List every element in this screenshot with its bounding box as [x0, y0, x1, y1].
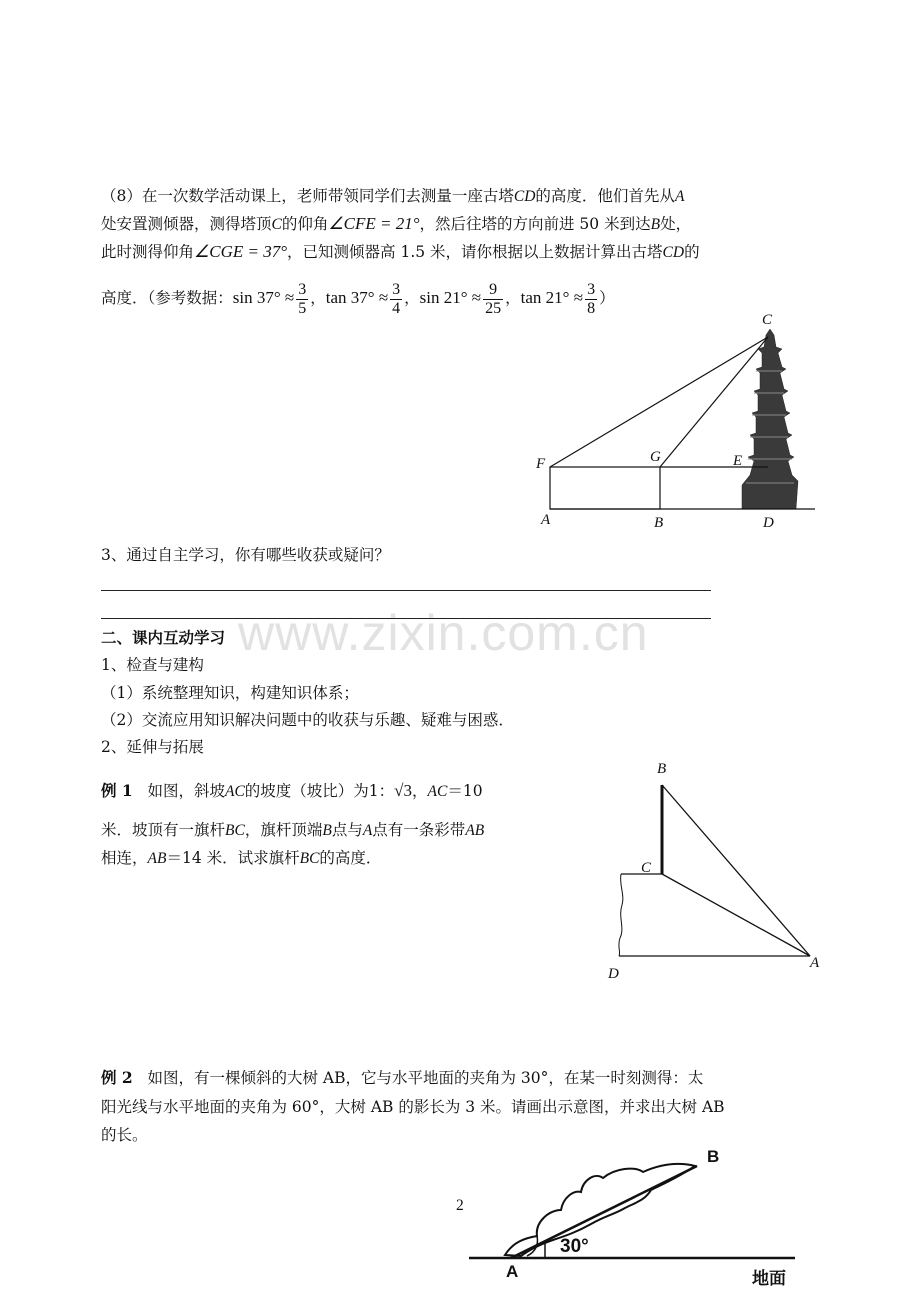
fraction: $\frac{3}{4}$	[392, 280, 401, 317]
answer-line-2[interactable]	[101, 618, 711, 619]
q8-text: 此时测得仰角	[101, 243, 195, 261]
ex2-line-1: 例 2 如图，有一棵倾斜的大树 AB，它与水平地面的夹角为 30°，在某一时刻测得：太	[101, 1068, 704, 1087]
ex1-line-2: 米．坡顶有一旗杆BC，旗杆顶端B点与A点有一条彩带AB	[101, 821, 485, 839]
ground-label: 地面	[752, 1269, 786, 1289]
q8-var: CD	[513, 188, 536, 205]
ref-tan37: tan 37° ≈	[325, 288, 389, 307]
q8-var: CD	[662, 244, 685, 261]
label-d: D	[763, 515, 774, 531]
label-e: E	[733, 453, 743, 469]
label-d2: D	[608, 966, 619, 982]
q8-text: 的	[684, 243, 700, 261]
q8-text: 处，	[660, 215, 692, 233]
q8-angle-cfe: ∠CFE = 21°	[328, 214, 420, 233]
fraction: $\frac{9}{25}$	[485, 280, 502, 317]
ex1-label: 例 1	[101, 781, 133, 800]
pagoda-figure	[530, 315, 830, 535]
q3-text: 3、通过自主学习，你有哪些收获或疑问？	[101, 546, 390, 564]
label-a: A	[541, 512, 551, 528]
q8-text: （8）在一次数学活动课上，老师带领同学们去测量一座古塔	[101, 187, 514, 205]
label-b2: B	[657, 761, 667, 777]
q8-var: B	[650, 216, 661, 233]
section-item-2: 2、延伸与拓展	[101, 738, 204, 756]
label-a2: A	[810, 955, 820, 971]
angle-30-label: 30°	[560, 1236, 589, 1257]
line-gc	[660, 337, 768, 467]
ex2-line-2: 阳光线与水平地面的夹角为 60°，大树 AB 的影长为 3 米。请画出示意图，并求出大树 AB	[101, 1098, 725, 1116]
watermark: www.zixin.com.cn	[238, 605, 649, 661]
label-b3: B	[707, 1147, 720, 1166]
q8-text: 的仰角	[281, 215, 329, 233]
fraction: $\frac{3}{8}$	[587, 280, 596, 317]
section-sub-2: （2）交流应用知识解决问题中的收获与乐趣、疑难与困惑．	[101, 711, 514, 729]
ref-sin21: sin 21° ≈	[419, 288, 482, 307]
ref-tan21: tan 21° ≈	[520, 288, 584, 307]
fraction: $\frac{3}{5}$	[298, 280, 307, 317]
section-sub-1: （1）系统整理知识，构建知识体系；	[101, 684, 359, 702]
ex1-line-3: 相连，AB＝14 米．试求旗杆BC的高度．	[101, 849, 382, 867]
slope-ca	[662, 874, 810, 956]
tree-canopy-icon	[505, 1164, 695, 1256]
pagoda-icon	[742, 329, 798, 509]
instrument-rect	[550, 467, 660, 509]
label-b: B	[654, 515, 664, 531]
label-c2: C	[641, 860, 652, 876]
answer-line-1[interactable]	[101, 590, 711, 591]
q8-text: 处安置测倾器，测得塔顶	[101, 215, 272, 233]
trunk-ab	[511, 1166, 697, 1258]
line-fc	[550, 337, 768, 467]
label-g: G	[650, 449, 661, 465]
ex1-line-1: 例 1 如图，斜坡AC的坡度（坡比）为1：√3，AC＝10	[101, 781, 483, 800]
q8-line-2	[101, 214, 691, 235]
q8-line-3	[101, 242, 700, 263]
label-f: F	[536, 456, 546, 472]
label-a3: A	[506, 1262, 519, 1281]
q8-line-1	[101, 186, 684, 207]
q8-line-4: 高度．（参考数据：sin 37° ≈ $\frac{3}{5}$ ，tan 37° ≈ $\frac{3}{4}$ ，sin 21° ≈ $\frac{9}{25}$ ，tan 21° ≈ $\frac{3}{8}$ ）	[101, 280, 615, 317]
q8-text: 的高度．他们首先从	[535, 187, 675, 205]
q8-text: ，然后往塔的方向前进 50 米到达	[419, 215, 651, 233]
section-title: 二、课内互动学习	[101, 628, 226, 647]
cliff-edge	[619, 874, 623, 956]
page-number: 2	[456, 1197, 464, 1214]
ex2-label: 例 2	[101, 1068, 133, 1087]
q8-var: A	[674, 188, 685, 205]
section-item-1: 1、检查与建构	[101, 656, 204, 674]
label-c: C	[762, 312, 773, 328]
ref-sin37: sin 37° ≈	[232, 288, 295, 307]
q8-text: 高度．（参考数据：	[101, 289, 233, 307]
q8-text: ，已知测倾器高 1.5 米，请你根据以上数据计算出古塔	[287, 243, 663, 261]
ex2-line-3: 的长。	[101, 1126, 148, 1144]
q8-angle-cge: ∠CGE = 37°	[194, 242, 288, 261]
sqrt-3: √3	[394, 781, 413, 800]
line-ba	[662, 785, 810, 956]
slope-figure	[605, 770, 825, 980]
q8-var: C	[271, 216, 282, 233]
tree-figure	[465, 1150, 805, 1280]
